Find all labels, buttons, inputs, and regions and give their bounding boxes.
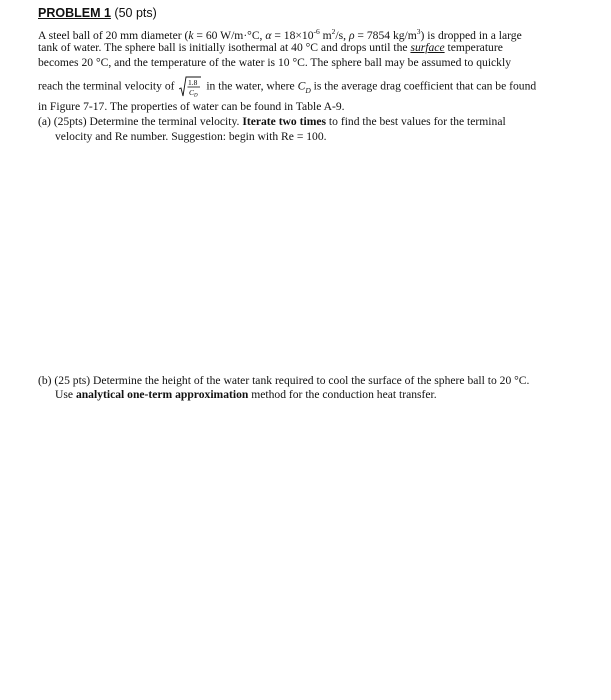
part-a-line-2: velocity and Re number. Suggestion: begin with Re = 100. bbox=[55, 130, 327, 143]
problem-title bbox=[38, 6, 157, 20]
formula-denominator: C bbox=[189, 88, 195, 97]
part-a-line-1: (a) (25pts) Determine the terminal velocity. Iterate two times to find the best values for the terminal bbox=[38, 115, 506, 128]
statement-line-5: in Figure 7-17. The properties of water can be found in Table A-9. bbox=[38, 100, 345, 113]
statement-line-4: reach the terminal velocity of 1.8 C D in the water, where $C_D$ is the average drag coefficient that can be found bbox=[38, 78, 537, 98]
problem-label: PROBLEM 1 bbox=[38, 6, 111, 20]
part-b-line-1: (b) (25 pts) Determine the height of the water tank required to cool the surface of the sphere ball to 20 °C. bbox=[38, 374, 530, 387]
formula-denominator-sub: D bbox=[194, 93, 199, 98]
formula-numerator: 1.8 bbox=[188, 78, 198, 87]
statement-line-1: A steel ball of 20 mm diameter (k = 60 W/m·°C, $\alpha = 18\times 10^{-6}$ $m^2/s$, ρ = 7854 $kg/m^3$) is dropped in a large bbox=[38, 27, 522, 42]
part-b-line-2: Use analytical one-term approximation method for the conduction heat transfer. bbox=[55, 388, 437, 401]
statement-line-2: tank of water. The sphere ball is initially isothermal at 40 °C and drops until the surface temperature bbox=[38, 41, 503, 54]
surface-word: surface bbox=[410, 41, 445, 54]
problem-points: (50 pts) bbox=[114, 6, 157, 20]
statement-line-3: becomes 20 °C, and the temperature of the water is 10 °C. The sphere ball may be assumed to quickly bbox=[38, 56, 511, 69]
terminal-velocity-formula bbox=[179, 76, 201, 98]
